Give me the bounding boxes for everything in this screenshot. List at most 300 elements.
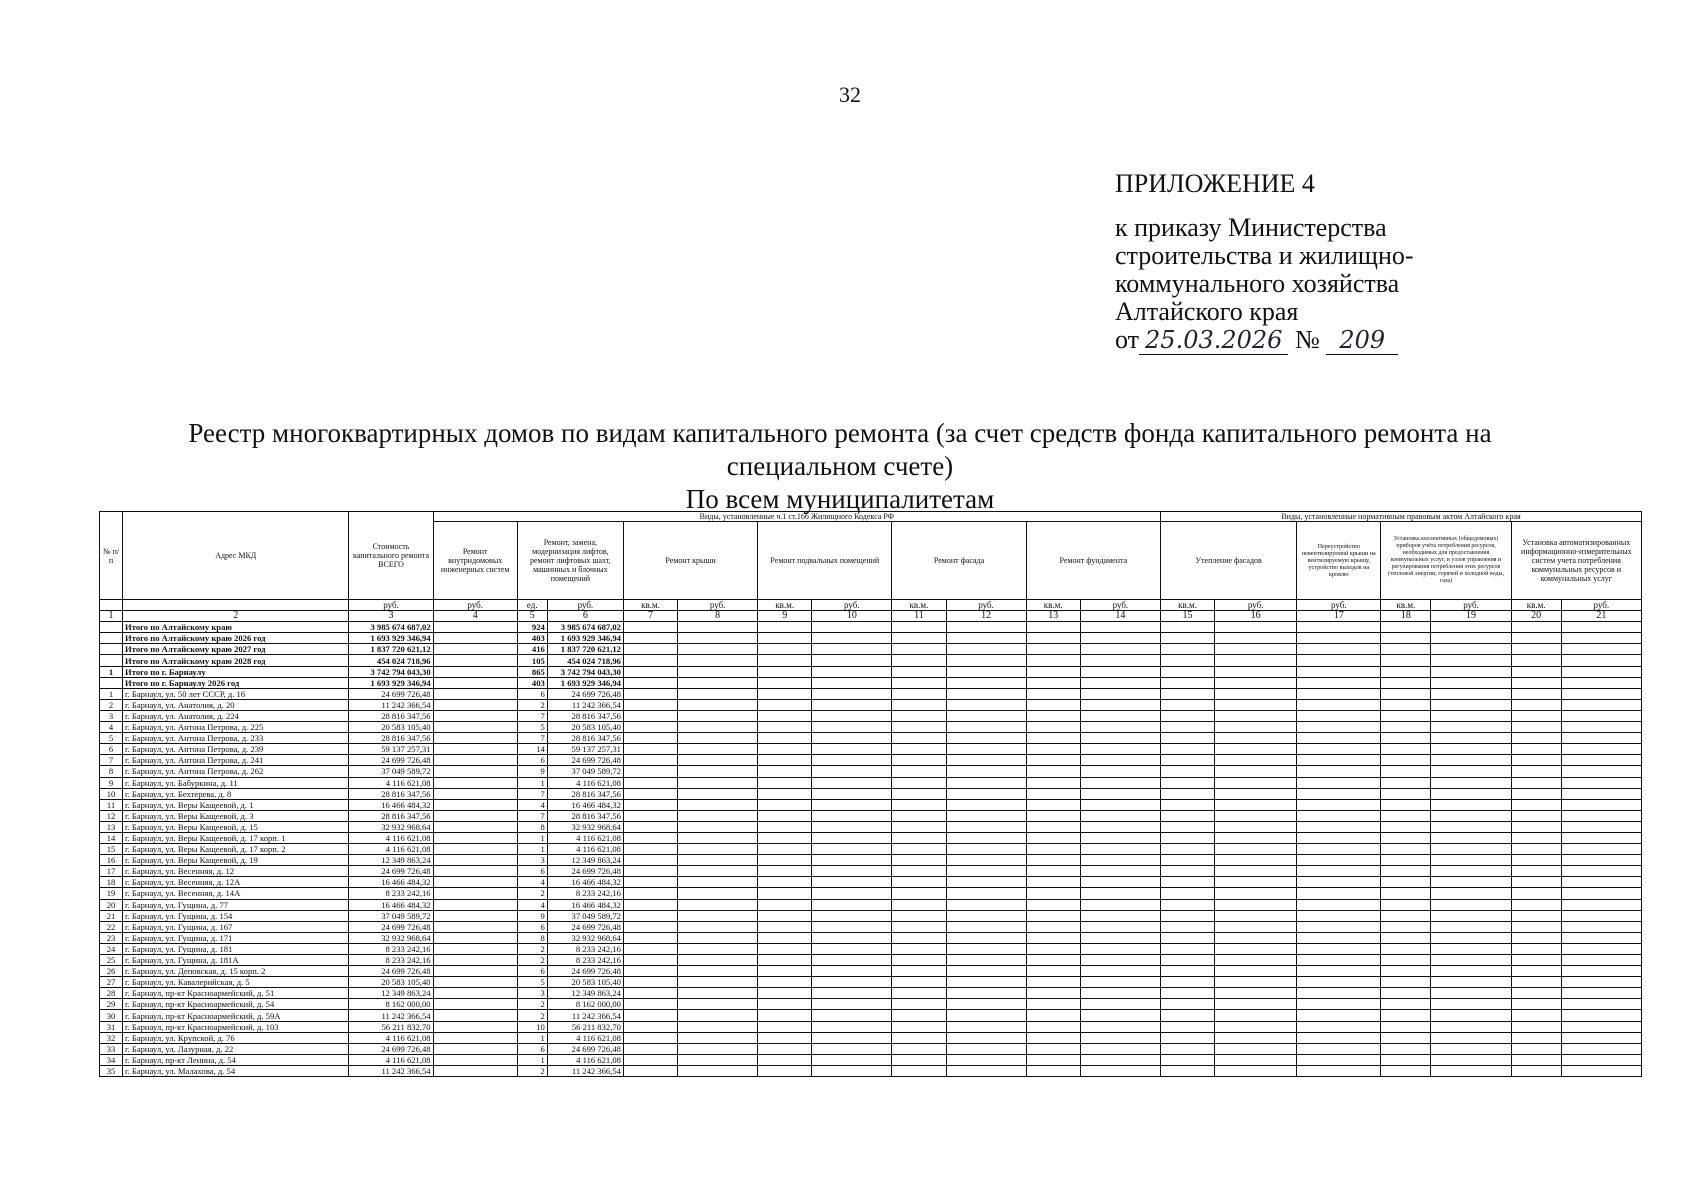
empty-cell <box>1215 1054 1297 1065</box>
empty-cell <box>892 877 946 888</box>
header-group-region: Виды, установленные нормативным правовым актом Алтайского края <box>1161 512 1642 522</box>
empty-cell <box>1297 899 1381 910</box>
empty-cell <box>946 644 1026 655</box>
empty-cell <box>1561 832 1641 843</box>
empty-cell <box>1080 1032 1160 1043</box>
column-number-cell: 8 <box>678 611 758 622</box>
row-total: 24 699 726,48 <box>349 966 433 977</box>
empty-cell <box>946 622 1026 633</box>
table-row <box>100 966 1642 977</box>
empty-cell <box>1511 1010 1561 1021</box>
empty-cell <box>1215 733 1297 744</box>
empty-cell <box>892 1010 946 1021</box>
row-engineering <box>433 1032 517 1043</box>
empty-cell <box>1431 888 1511 899</box>
header-num: № п/п <box>100 512 123 600</box>
empty-cell <box>1026 966 1080 977</box>
row-engineering <box>433 877 517 888</box>
row-engineering <box>433 633 517 644</box>
empty-cell <box>1511 966 1561 977</box>
empty-cell <box>1511 644 1561 655</box>
empty-cell <box>1161 821 1215 832</box>
empty-cell <box>678 877 758 888</box>
empty-cell <box>892 788 946 799</box>
row-number: 15 <box>100 844 123 855</box>
empty-cell <box>892 1065 946 1076</box>
empty-cell <box>1026 710 1080 721</box>
table-row <box>100 999 1642 1010</box>
empty-cell <box>1381 821 1431 832</box>
empty-cell <box>1431 988 1511 999</box>
empty-cell <box>1026 777 1080 788</box>
row-address: г. Барнаул, ул. Гущина, д. 171 <box>123 932 349 943</box>
column-number-cell: 20 <box>1511 611 1561 622</box>
table-row <box>100 921 1642 932</box>
row-elevator-units: 5 <box>517 722 547 733</box>
row-total: 28 816 347,56 <box>349 733 433 744</box>
empty-cell <box>1381 722 1431 733</box>
empty-cell <box>1511 821 1561 832</box>
row-address: г. Барнаул, пр-кт Красноармейский, д. 103 <box>123 1021 349 1032</box>
column-number-cell: 21 <box>1561 611 1641 622</box>
row-number: 6 <box>100 744 123 755</box>
row-elevator-units: 3 <box>517 855 547 866</box>
empty-cell <box>678 1032 758 1043</box>
empty-cell <box>892 744 946 755</box>
empty-cell <box>892 655 946 666</box>
empty-cell <box>1561 888 1641 899</box>
row-elevator-units: 1 <box>517 1032 547 1043</box>
table-row <box>100 866 1642 877</box>
row-elevator-units: 9 <box>517 766 547 777</box>
row-elevator-sum: 59 137 257,31 <box>547 744 623 755</box>
row-elevator-units: 1 <box>517 1054 547 1065</box>
empty-cell <box>1431 866 1511 877</box>
summary-row <box>100 644 1642 655</box>
column-number-cell: 14 <box>1080 611 1160 622</box>
empty-cell <box>1431 677 1511 688</box>
row-number: 5 <box>100 733 123 744</box>
appendix-line-3: коммунального хозяйства <box>1115 269 1400 298</box>
row-elevator-sum: 16 466 484,32 <box>547 899 623 910</box>
empty-cell <box>1026 977 1080 988</box>
empty-cell <box>946 855 1026 866</box>
empty-cell <box>623 888 677 899</box>
empty-cell <box>812 799 892 810</box>
empty-cell <box>946 1010 1026 1021</box>
empty-cell <box>812 633 892 644</box>
empty-cell <box>946 832 1026 843</box>
empty-cell <box>623 722 677 733</box>
row-elevator-sum: 4 116 621,08 <box>547 1032 623 1043</box>
header-meters: Установка коллективных (общедомовых) приборов учёта потребления ресурсов, необходимых для предоставления коммунальных услуг, и узлов управления и регулирования потребления этих ресурсов (тепловой энергии, горячей и холодной воды, газа) <box>1381 522 1511 600</box>
empty-cell <box>1161 688 1215 699</box>
empty-cell <box>1080 1043 1160 1054</box>
empty-cell <box>812 832 892 843</box>
row-address: Итого по Алтайскому краю <box>123 622 349 633</box>
empty-cell <box>1511 1021 1561 1032</box>
empty-cell <box>1161 655 1215 666</box>
empty-cell <box>758 921 812 932</box>
row-number: 11 <box>100 799 123 810</box>
empty-cell <box>892 899 946 910</box>
empty-cell <box>1215 921 1297 932</box>
row-elevator-sum: 12 349 863,24 <box>547 988 623 999</box>
row-address: г. Барнаул, ул. Деповская, д. 15 корп. 2 <box>123 966 349 977</box>
empty-cell <box>1161 644 1215 655</box>
empty-cell <box>812 755 892 766</box>
empty-cell <box>758 644 812 655</box>
empty-cell <box>758 999 812 1010</box>
row-address: г. Барнаул, ул. Антона Петрова, д. 241 <box>123 755 349 766</box>
empty-cell <box>678 977 758 988</box>
table-row <box>100 744 1642 755</box>
empty-cell <box>812 899 892 910</box>
empty-cell <box>1297 921 1381 932</box>
row-elevator-sum: 24 699 726,48 <box>547 966 623 977</box>
empty-cell <box>946 988 1026 999</box>
row-elevator-units: 6 <box>517 921 547 932</box>
empty-cell <box>623 810 677 821</box>
empty-cell <box>946 1032 1026 1043</box>
empty-cell <box>892 777 946 788</box>
empty-cell <box>1080 644 1160 655</box>
empty-cell <box>1080 655 1160 666</box>
column-number-cell: 6 <box>547 611 623 622</box>
empty-cell <box>1080 910 1160 921</box>
row-engineering <box>433 799 517 810</box>
empty-cell <box>1431 644 1511 655</box>
empty-cell <box>946 633 1026 644</box>
empty-cell <box>623 1065 677 1076</box>
empty-cell <box>1381 655 1431 666</box>
empty-cell <box>1431 921 1511 932</box>
empty-cell <box>1511 855 1561 866</box>
row-number: 9 <box>100 777 123 788</box>
table-row <box>100 699 1642 710</box>
row-elevator-sum: 24 699 726,48 <box>547 866 623 877</box>
empty-cell <box>1381 1043 1431 1054</box>
empty-cell <box>1215 910 1297 921</box>
row-elevator-sum: 8 162 000,00 <box>547 999 623 1010</box>
empty-cell <box>1161 788 1215 799</box>
empty-cell <box>758 777 812 788</box>
empty-cell <box>892 710 946 721</box>
empty-cell <box>812 699 892 710</box>
empty-cell <box>1381 910 1431 921</box>
row-elevator-units: 4 <box>517 899 547 910</box>
empty-cell <box>1297 977 1381 988</box>
empty-cell <box>812 1021 892 1032</box>
empty-cell <box>758 1065 812 1076</box>
row-elevator-units: 6 <box>517 688 547 699</box>
row-total: 32 932 968,64 <box>349 821 433 832</box>
row-number: 14 <box>100 832 123 843</box>
unit-cell: кв.м. <box>758 600 812 611</box>
empty-cell <box>946 810 1026 821</box>
empty-cell <box>1381 866 1431 877</box>
empty-cell <box>758 688 812 699</box>
empty-cell <box>1431 1032 1511 1043</box>
empty-cell <box>1161 755 1215 766</box>
empty-cell <box>892 755 946 766</box>
column-number-cell: 17 <box>1297 611 1381 622</box>
empty-cell <box>1297 733 1381 744</box>
empty-cell <box>678 677 758 688</box>
empty-cell <box>1080 733 1160 744</box>
empty-cell <box>1511 955 1561 966</box>
empty-cell <box>758 788 812 799</box>
empty-cell <box>1080 810 1160 821</box>
empty-cell <box>1080 677 1160 688</box>
empty-cell <box>892 932 946 943</box>
empty-cell <box>1080 844 1160 855</box>
empty-cell <box>758 977 812 988</box>
empty-cell <box>1215 1065 1297 1076</box>
row-elevator-sum: 8 233 242,16 <box>547 888 623 899</box>
empty-cell <box>678 855 758 866</box>
empty-cell <box>1431 977 1511 988</box>
column-number-cell: 18 <box>1381 611 1431 622</box>
row-elevator-sum: 11 242 366,54 <box>547 699 623 710</box>
empty-cell <box>1297 633 1381 644</box>
empty-cell <box>1161 699 1215 710</box>
row-number <box>100 677 123 688</box>
empty-cell <box>758 799 812 810</box>
row-total: 4 116 621,08 <box>349 844 433 855</box>
table-row <box>100 1065 1642 1076</box>
empty-cell <box>1511 866 1561 877</box>
empty-cell <box>1511 832 1561 843</box>
empty-cell <box>1161 844 1215 855</box>
row-number: 32 <box>100 1032 123 1043</box>
table-row <box>100 1054 1642 1065</box>
row-elevator-units: 8 <box>517 932 547 943</box>
empty-cell <box>946 722 1026 733</box>
empty-cell <box>812 877 892 888</box>
empty-cell <box>1080 766 1160 777</box>
empty-cell <box>1561 821 1641 832</box>
empty-cell <box>1431 710 1511 721</box>
empty-cell <box>812 688 892 699</box>
empty-cell <box>1381 1054 1431 1065</box>
row-elevator-sum: 24 699 726,48 <box>547 921 623 932</box>
row-address: г. Барнаул, ул. Антона Петрова, д. 233 <box>123 733 349 744</box>
row-engineering <box>433 844 517 855</box>
empty-cell <box>1161 810 1215 821</box>
empty-cell <box>1026 877 1080 888</box>
empty-cell <box>812 821 892 832</box>
empty-cell <box>678 910 758 921</box>
empty-cell <box>623 655 677 666</box>
empty-cell <box>946 932 1026 943</box>
summary-row <box>100 655 1642 666</box>
empty-cell <box>1511 844 1561 855</box>
empty-cell <box>1026 677 1080 688</box>
table-row <box>100 821 1642 832</box>
row-elevator-sum: 16 466 484,32 <box>547 799 623 810</box>
empty-cell <box>1161 955 1215 966</box>
empty-cell <box>1381 733 1431 744</box>
appendix-line-2: строительства и жилищно- <box>1115 241 1414 270</box>
empty-cell <box>1381 977 1431 988</box>
empty-cell <box>946 921 1026 932</box>
table-row <box>100 722 1642 733</box>
empty-cell <box>892 910 946 921</box>
empty-cell <box>623 744 677 755</box>
empty-cell <box>1431 955 1511 966</box>
empty-cell <box>1297 910 1381 921</box>
empty-cell <box>1561 744 1641 755</box>
row-elevator-sum: 32 932 968,64 <box>547 821 623 832</box>
unit-cell: руб. <box>1215 600 1297 611</box>
empty-cell <box>1080 832 1160 843</box>
row-total: 56 211 832,70 <box>349 1021 433 1032</box>
empty-cell <box>812 866 892 877</box>
empty-cell <box>678 710 758 721</box>
empty-cell <box>1511 921 1561 932</box>
empty-cell <box>1080 744 1160 755</box>
empty-cell <box>1561 966 1641 977</box>
row-elevator-units: 2 <box>517 1010 547 1021</box>
empty-cell <box>758 899 812 910</box>
empty-cell <box>1026 888 1080 899</box>
empty-cell <box>1511 733 1561 744</box>
column-number-cell: 9 <box>758 611 812 622</box>
empty-cell <box>1080 877 1160 888</box>
empty-cell <box>812 955 892 966</box>
empty-cell <box>892 844 946 855</box>
empty-cell <box>1297 1043 1381 1054</box>
empty-cell <box>623 777 677 788</box>
empty-cell <box>1215 888 1297 899</box>
empty-cell <box>1215 1021 1297 1032</box>
empty-cell <box>623 1021 677 1032</box>
table-row <box>100 844 1642 855</box>
empty-cell <box>1511 943 1561 954</box>
empty-cell <box>892 977 946 988</box>
unit-cell: руб. <box>349 600 433 611</box>
row-address: г. Барнаул, ул. Гущина, д. 77 <box>123 899 349 910</box>
unit-cell: руб. <box>1297 600 1381 611</box>
table-row <box>100 788 1642 799</box>
empty-cell <box>678 666 758 677</box>
row-number: 10 <box>100 788 123 799</box>
empty-cell <box>758 932 812 943</box>
row-number: 29 <box>100 999 123 1010</box>
empty-cell <box>946 766 1026 777</box>
empty-cell <box>812 977 892 988</box>
empty-cell <box>1080 1054 1160 1065</box>
row-elevator-units: 2 <box>517 1065 547 1076</box>
empty-cell <box>1026 810 1080 821</box>
row-address: г. Барнаул, ул. Лазурная, д. 22 <box>123 1043 349 1054</box>
summary-row <box>100 622 1642 633</box>
empty-cell <box>678 622 758 633</box>
empty-cell <box>1381 877 1431 888</box>
empty-cell <box>1561 655 1641 666</box>
row-elevator-units: 2 <box>517 955 547 966</box>
table-row <box>100 932 1642 943</box>
empty-cell <box>892 766 946 777</box>
empty-cell <box>623 921 677 932</box>
empty-cell <box>1561 899 1641 910</box>
empty-cell <box>1431 788 1511 799</box>
table-row <box>100 710 1642 721</box>
empty-cell <box>623 943 677 954</box>
empty-cell <box>1161 888 1215 899</box>
row-elevator-units: 7 <box>517 710 547 721</box>
row-total: 37 049 589,72 <box>349 766 433 777</box>
row-elevator-units: 105 <box>517 655 547 666</box>
empty-cell <box>1431 633 1511 644</box>
empty-cell <box>1431 1065 1511 1076</box>
row-number: 4 <box>100 722 123 733</box>
column-number-cell: 16 <box>1215 611 1297 622</box>
empty-cell <box>1297 966 1381 977</box>
row-elevator-sum: 8 233 242,16 <box>547 943 623 954</box>
row-number: 24 <box>100 943 123 954</box>
empty-cell <box>1431 766 1511 777</box>
empty-cell <box>758 988 812 999</box>
row-engineering <box>433 777 517 788</box>
unit-cell: руб. <box>678 600 758 611</box>
title-line-3: По всем муниципалитетам <box>685 484 995 514</box>
empty-cell <box>623 999 677 1010</box>
empty-cell <box>1080 688 1160 699</box>
empty-cell <box>1381 999 1431 1010</box>
table-row <box>100 910 1642 921</box>
row-number: 1 <box>100 688 123 699</box>
empty-cell <box>623 1054 677 1065</box>
column-number-cell: 2 <box>123 611 349 622</box>
table-row <box>100 899 1642 910</box>
empty-cell <box>758 666 812 677</box>
empty-cell <box>1026 622 1080 633</box>
empty-cell <box>812 1010 892 1021</box>
handwritten-number: 209 <box>1326 326 1398 355</box>
row-elevator-units: 5 <box>517 977 547 988</box>
empty-cell <box>1026 699 1080 710</box>
row-total: 16 466 484,32 <box>349 799 433 810</box>
empty-cell <box>678 955 758 966</box>
row-total: 4 116 621,08 <box>349 832 433 843</box>
row-address: г. Барнаул, ул. Веры Кащеевой, д. 17 корп. 2 <box>123 844 349 855</box>
row-elevator-sum: 20 583 105,40 <box>547 722 623 733</box>
empty-cell <box>758 1054 812 1065</box>
empty-cell <box>892 832 946 843</box>
empty-cell <box>1080 755 1160 766</box>
empty-cell <box>1026 666 1080 677</box>
from-label: от <box>1115 325 1140 354</box>
row-address: г. Барнаул, ул. Веры Кащеевой, д. 1 <box>123 799 349 810</box>
row-engineering <box>433 1010 517 1021</box>
table-row <box>100 766 1642 777</box>
empty-cell <box>892 966 946 977</box>
row-address: г. Барнаул, ул. Гущина, д. 181А <box>123 955 349 966</box>
empty-cell <box>623 644 677 655</box>
row-engineering <box>433 622 517 633</box>
empty-cell <box>1511 677 1561 688</box>
empty-cell <box>758 710 812 721</box>
empty-cell <box>623 699 677 710</box>
empty-cell <box>758 866 812 877</box>
empty-cell <box>892 810 946 821</box>
empty-cell <box>623 710 677 721</box>
empty-cell <box>892 999 946 1010</box>
row-number: 3 <box>100 710 123 721</box>
empty-cell <box>1215 821 1297 832</box>
